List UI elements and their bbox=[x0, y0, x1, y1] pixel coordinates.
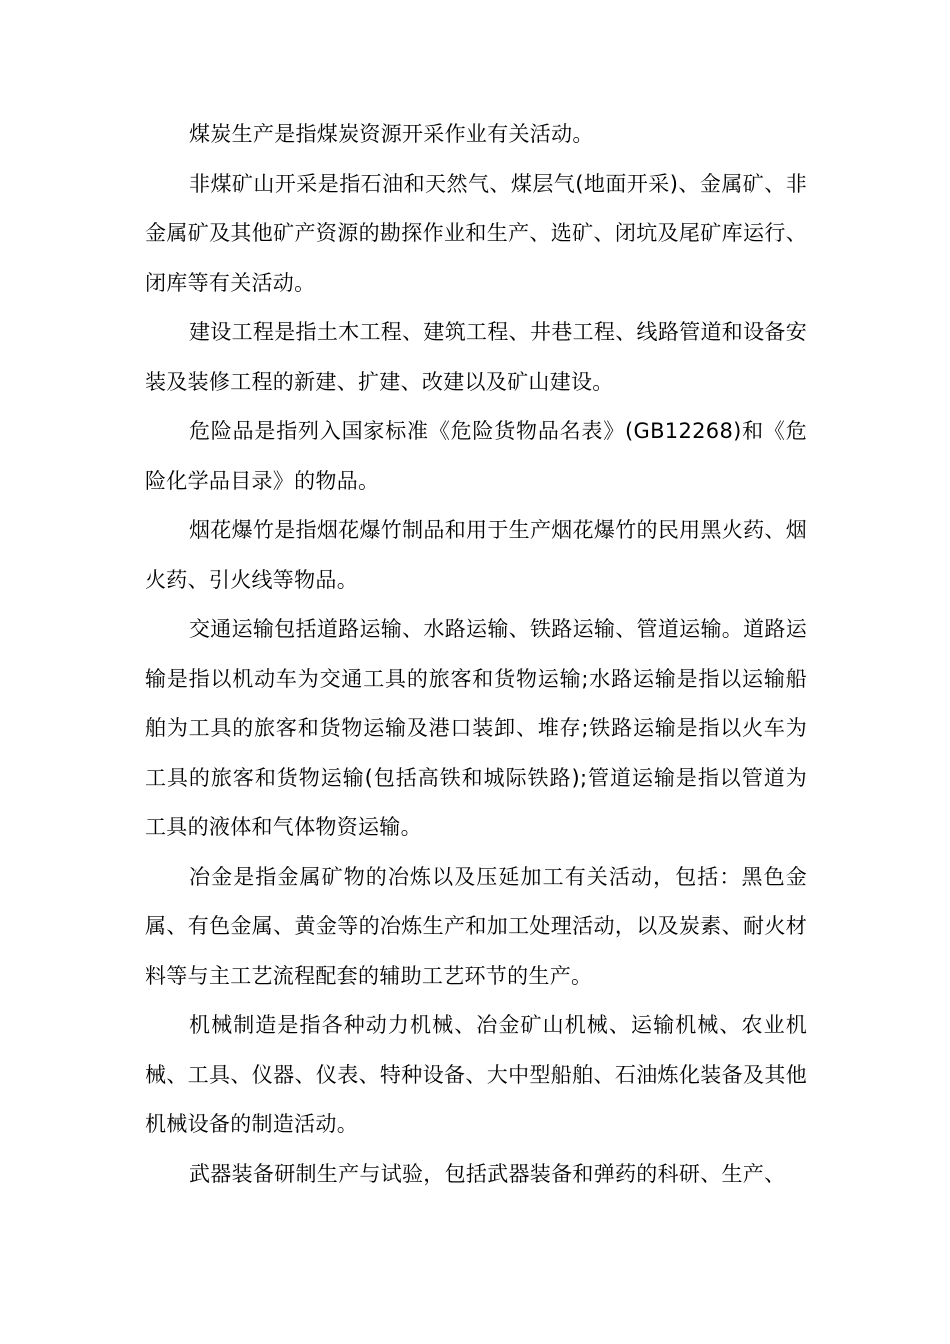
paragraph-coal-production: 煤炭生产是指煤炭资源开采作业有关活动。 bbox=[189, 122, 594, 146]
paragraph-weapons: 武器装备研制生产与试验，包括武器装备和弹药的科研、生产、 bbox=[189, 1161, 786, 1186]
paragraph-non-coal-mining: 非煤矿山开采是指石油和天然气、煤层气(地面开采)、金属矿、非金属矿及其他矿产资源的勘探作业和生产、选矿、闭坑及尾矿库运行、闭库等有关活动。 bbox=[145, 171, 807, 295]
paragraph-machinery: 机械制造是指各种动力机械、冶金矿山机械、运输机械、农业机械、工具、仪器、仪表、特种设备、大中型船舶、石油炼化装备及其他机械设备的制造活动。 bbox=[145, 1013, 807, 1136]
paragraph-hazardous-goods: 危险品是指列入国家标准《危险货物品名表》(GB12268)和《危险化学品目录》的物品。 bbox=[145, 419, 807, 493]
paragraph-metallurgy: 冶金是指金属矿物的冶炼以及压延加工有关活动，包括：黑色金属、有色金属、黄金等的冶炼生产和加工处理活动，以及炭素、耐火材料等与主工艺流程配套的辅助工艺环节的生产。 bbox=[145, 864, 807, 988]
paragraph-transportation: 交通运输包括道路运输、水路运输、铁路运输、管道运输。道路运输是指以机动车为交通工具的旅客和货物运输;水路运输是指以运输船舶为工具的旅客和货物运输及港口装卸、堆存;铁路运输是指以火车为工具的旅客和货物运输(包括高铁和城际铁路);管道运输是指以管道为工具的液体和气体物资运输。 bbox=[145, 617, 807, 839]
paragraph-construction: 建设工程是指土木工程、建筑工程、井巷工程、线路管道和设备安装及装修工程的新建、扩建、改建以及矿山建设。 bbox=[145, 320, 807, 394]
document-body bbox=[145, 110, 807, 1199]
paragraph-fireworks: 烟花爆竹是指烟花爆竹制品和用于生产烟花爆竹的民用黑火药、烟火药、引火线等物品。 bbox=[145, 518, 807, 592]
